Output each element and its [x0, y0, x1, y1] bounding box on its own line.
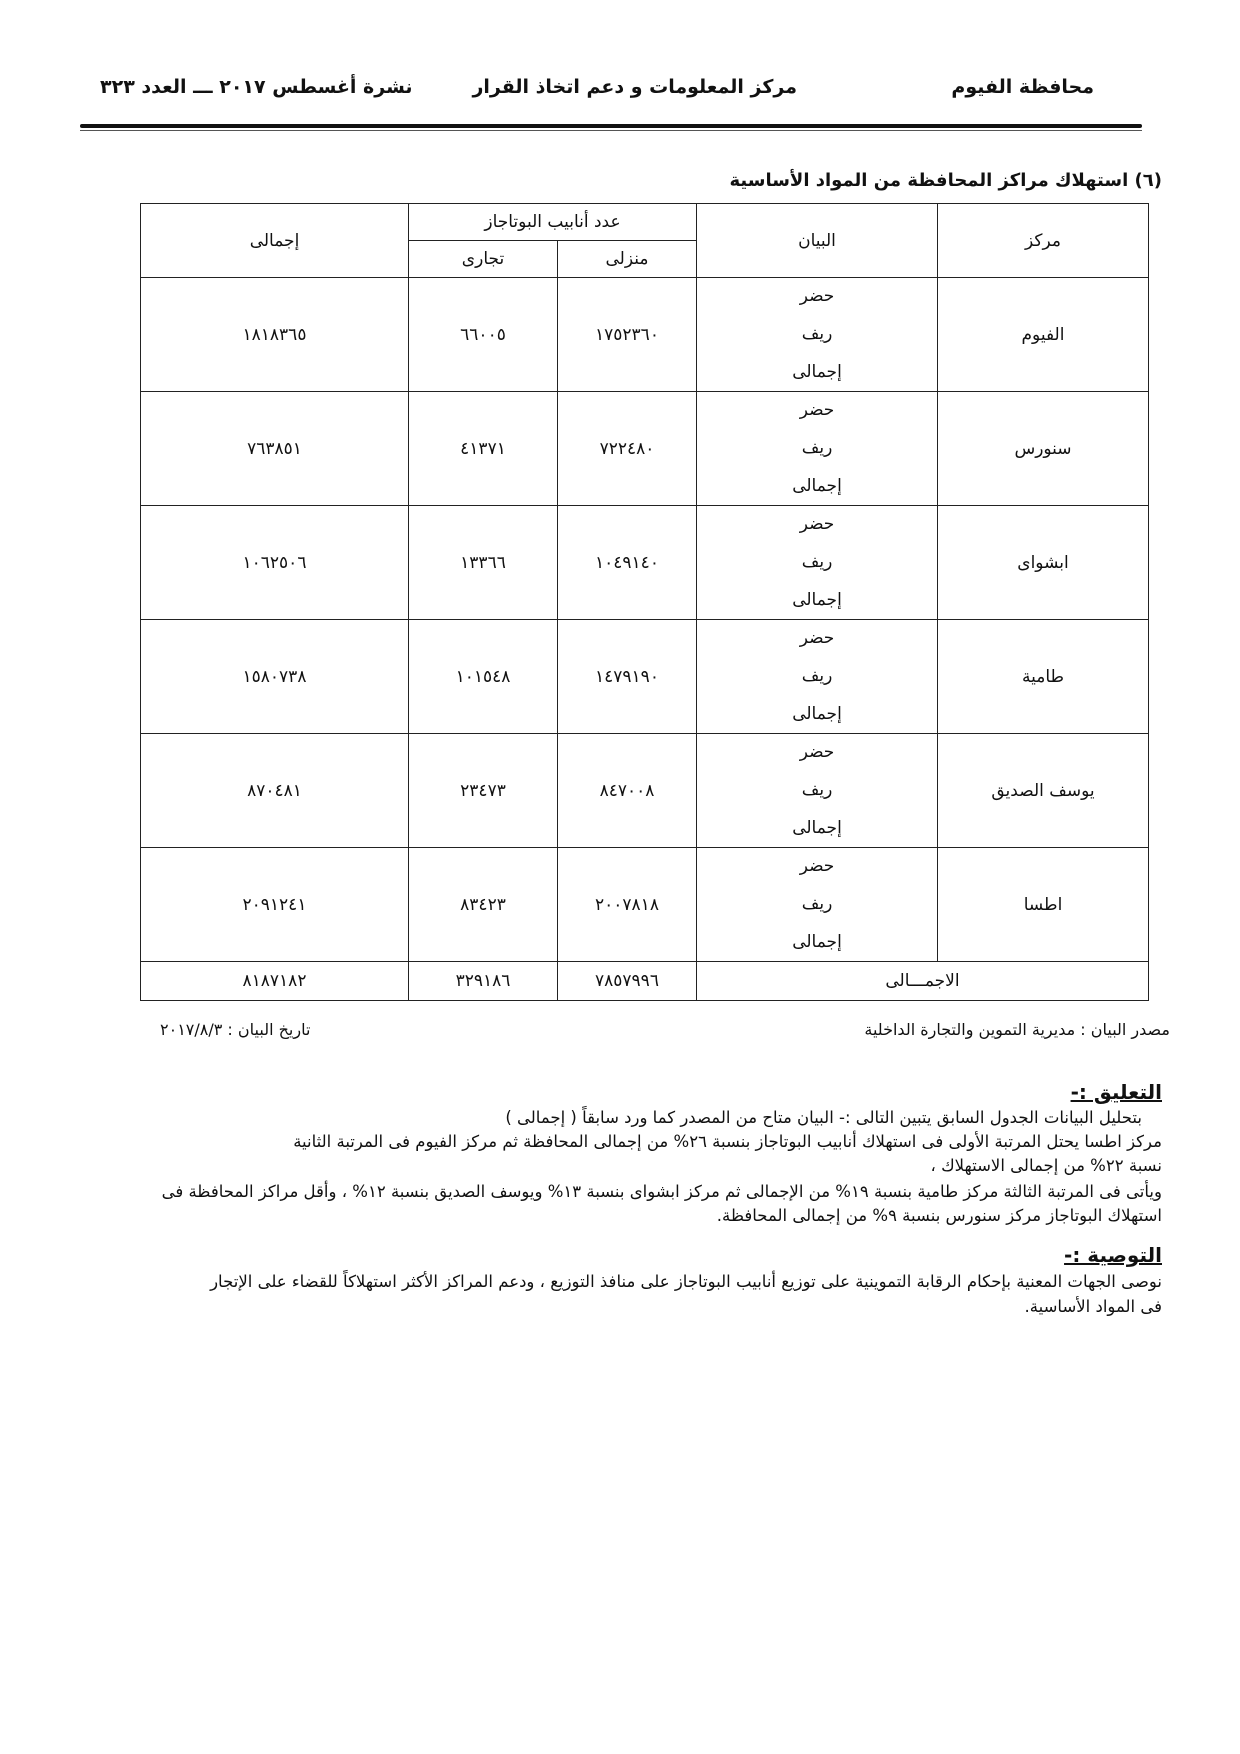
bayan-rural: ريف [801, 323, 833, 344]
bayan-total: إجمالى [792, 703, 842, 724]
table-row [141, 278, 1149, 392]
bayan-urban: حضر [799, 514, 835, 535]
grand-total-domestic: ٧٨٥٧٩٩٦ [558, 962, 697, 1001]
total-value: ٨٧٠٤٨١ [141, 734, 409, 848]
domestic-value: ١٤٧٩١٩٠ [558, 620, 697, 734]
comment-line: ويأتى فى المرتبة الثالثة مركز طامية بنسبة ١٩% من الإجمالى ثم مركز ابشواى بنسبة ١٣% ويوسف الصديق بنسبة ١٢% ، وأقل مراكز المحافظة فى [161, 1182, 1162, 1201]
bayan-cell [697, 620, 938, 734]
markaz-cell: سنورس [938, 392, 1149, 506]
commercial-value: ٢٣٤٧٣ [409, 734, 558, 848]
bayan-cell [697, 506, 938, 620]
commercial-value: ٦٦٠٠٥ [409, 278, 558, 392]
bayan-cell [697, 392, 938, 506]
domestic-value: ٢٠٠٧٨١٨ [558, 848, 697, 962]
bayan-urban: حضر [799, 628, 835, 649]
bayan-total: إجمالى [792, 931, 842, 952]
data-date: تاريخ البيان : ٢٠١٧/٨/٣ [160, 1020, 311, 1039]
recommendation-line: نوصى الجهات المعنية بإحكام الرقابة التموينية على توزيع أنابيب البوتاجاز على منافذ التوزيع ، ودعم المراكز الأكثر استهلاكاً للقضاء على الإتجار [210, 1272, 1162, 1291]
total-value: ١٨١٨٣٦٥ [141, 278, 409, 392]
bayan-urban: حضر [799, 742, 835, 763]
header-markaz: مركز [938, 204, 1149, 278]
grand-total-label: الاجمـــالى [697, 962, 1149, 1001]
total-value: ١٥٨٠٧٣٨ [141, 620, 409, 734]
total-value: ١٠٦٢٥٠٦ [141, 506, 409, 620]
bayan-cell [697, 848, 938, 962]
header-gas-cylinders: عدد أنابيب البوتاجاز [409, 204, 697, 241]
header-divider [80, 124, 1142, 128]
center-name: مركز المعلومات و دعم اتخاذ القرار [472, 76, 797, 98]
commercial-value: ٤١٣٧١ [409, 392, 558, 506]
bayan-urban: حضر [799, 286, 835, 307]
table-row [141, 734, 1149, 848]
total-value: ٢٠٩١٢٤١ [141, 848, 409, 962]
header-bayan: البيان [697, 204, 938, 278]
commercial-value: ١٠١٥٤٨ [409, 620, 558, 734]
domestic-value: ٧٢٢٤٨٠ [558, 392, 697, 506]
comment-line: استهلاك البوتاجاز مركز سنورس بنسبة ٩% من إجمالى المحافظة. [716, 1206, 1162, 1225]
bayan-total: إجمالى [792, 589, 842, 610]
bayan-rural: ريف [801, 437, 833, 458]
header-total: إجمالى [141, 204, 409, 278]
domestic-value: ١٧٥٢٣٦٠ [558, 278, 697, 392]
table-header-row [141, 204, 1149, 241]
comment-line: بتحليل البيانات الجدول السابق يتبين التالى :- البيان متاح من المصدر كما ورد سابقاً ( إجمالى ) [505, 1108, 1142, 1127]
table-row [141, 848, 1149, 962]
header-divider-thin [80, 130, 1142, 131]
commercial-value: ٨٣٤٢٣ [409, 848, 558, 962]
total-value: ٧٦٣٨٥١ [141, 392, 409, 506]
governorate-name: محافظة الفيوم [951, 76, 1094, 98]
markaz-cell: الفيوم [938, 278, 1149, 392]
page-header [82, 72, 1112, 112]
domestic-value: ٨٤٧٠٠٨ [558, 734, 697, 848]
data-source: مصدر البيان : مديرية التموين والتجارة الداخلية [864, 1020, 1170, 1039]
markaz-cell: اطسا [938, 848, 1149, 962]
comment-line: مركز اطسا يحتل المرتبة الأولى فى استهلاك أنابيب البوتاجاز بنسبة ٢٦% من إجمالى المحافظة ثم مركز الفيوم فى المرتبة الثانية [293, 1132, 1162, 1151]
bayan-total: إجمالى [792, 817, 842, 838]
table-row [141, 506, 1149, 620]
bayan-cell [697, 734, 938, 848]
bayan-total: إجمالى [792, 361, 842, 382]
markaz-cell: ابشواى [938, 506, 1149, 620]
bulletin-issue: نشرة أغسطس ٢٠١٧ ـــ العدد ٣٢٣ [100, 76, 413, 98]
comment-heading: التعليق :- [1070, 1080, 1162, 1104]
domestic-value: ١٠٤٩١٤٠ [558, 506, 697, 620]
bayan-cell [697, 278, 938, 392]
markaz-cell: يوسف الصديق [938, 734, 1149, 848]
markaz-cell: طامية [938, 620, 1149, 734]
header-commercial: تجارى [409, 241, 558, 278]
section-title: (٦) استهلاك مراكز المحافظة من المواد الأساسية [729, 170, 1162, 191]
grand-total-commercial: ٣٢٩١٨٦ [409, 962, 558, 1001]
table-row [141, 620, 1149, 734]
grand-total-row [141, 962, 1149, 1001]
bayan-rural: ريف [801, 665, 833, 686]
grand-total-value: ٨١٨٧١٨٢ [141, 962, 409, 1001]
bayan-rural: ريف [801, 893, 833, 914]
header-domestic: منزلى [558, 241, 697, 278]
recommendation-line: فى المواد الأساسية. [1024, 1297, 1162, 1316]
bayan-urban: حضر [799, 400, 835, 421]
table-row [141, 392, 1149, 506]
source-line [160, 1020, 1170, 1048]
bayan-total: إجمالى [792, 475, 842, 496]
consumption-table [140, 203, 1149, 1001]
comment-line: نسبة ٢٢% من إجمالى الاستهلاك ، [930, 1156, 1162, 1175]
bayan-urban: حضر [799, 856, 835, 877]
recommendation-heading: التوصية :- [1064, 1243, 1162, 1267]
bayan-rural: ريف [801, 551, 833, 572]
commercial-value: ١٣٣٦٦ [409, 506, 558, 620]
bayan-rural: ريف [801, 779, 833, 800]
